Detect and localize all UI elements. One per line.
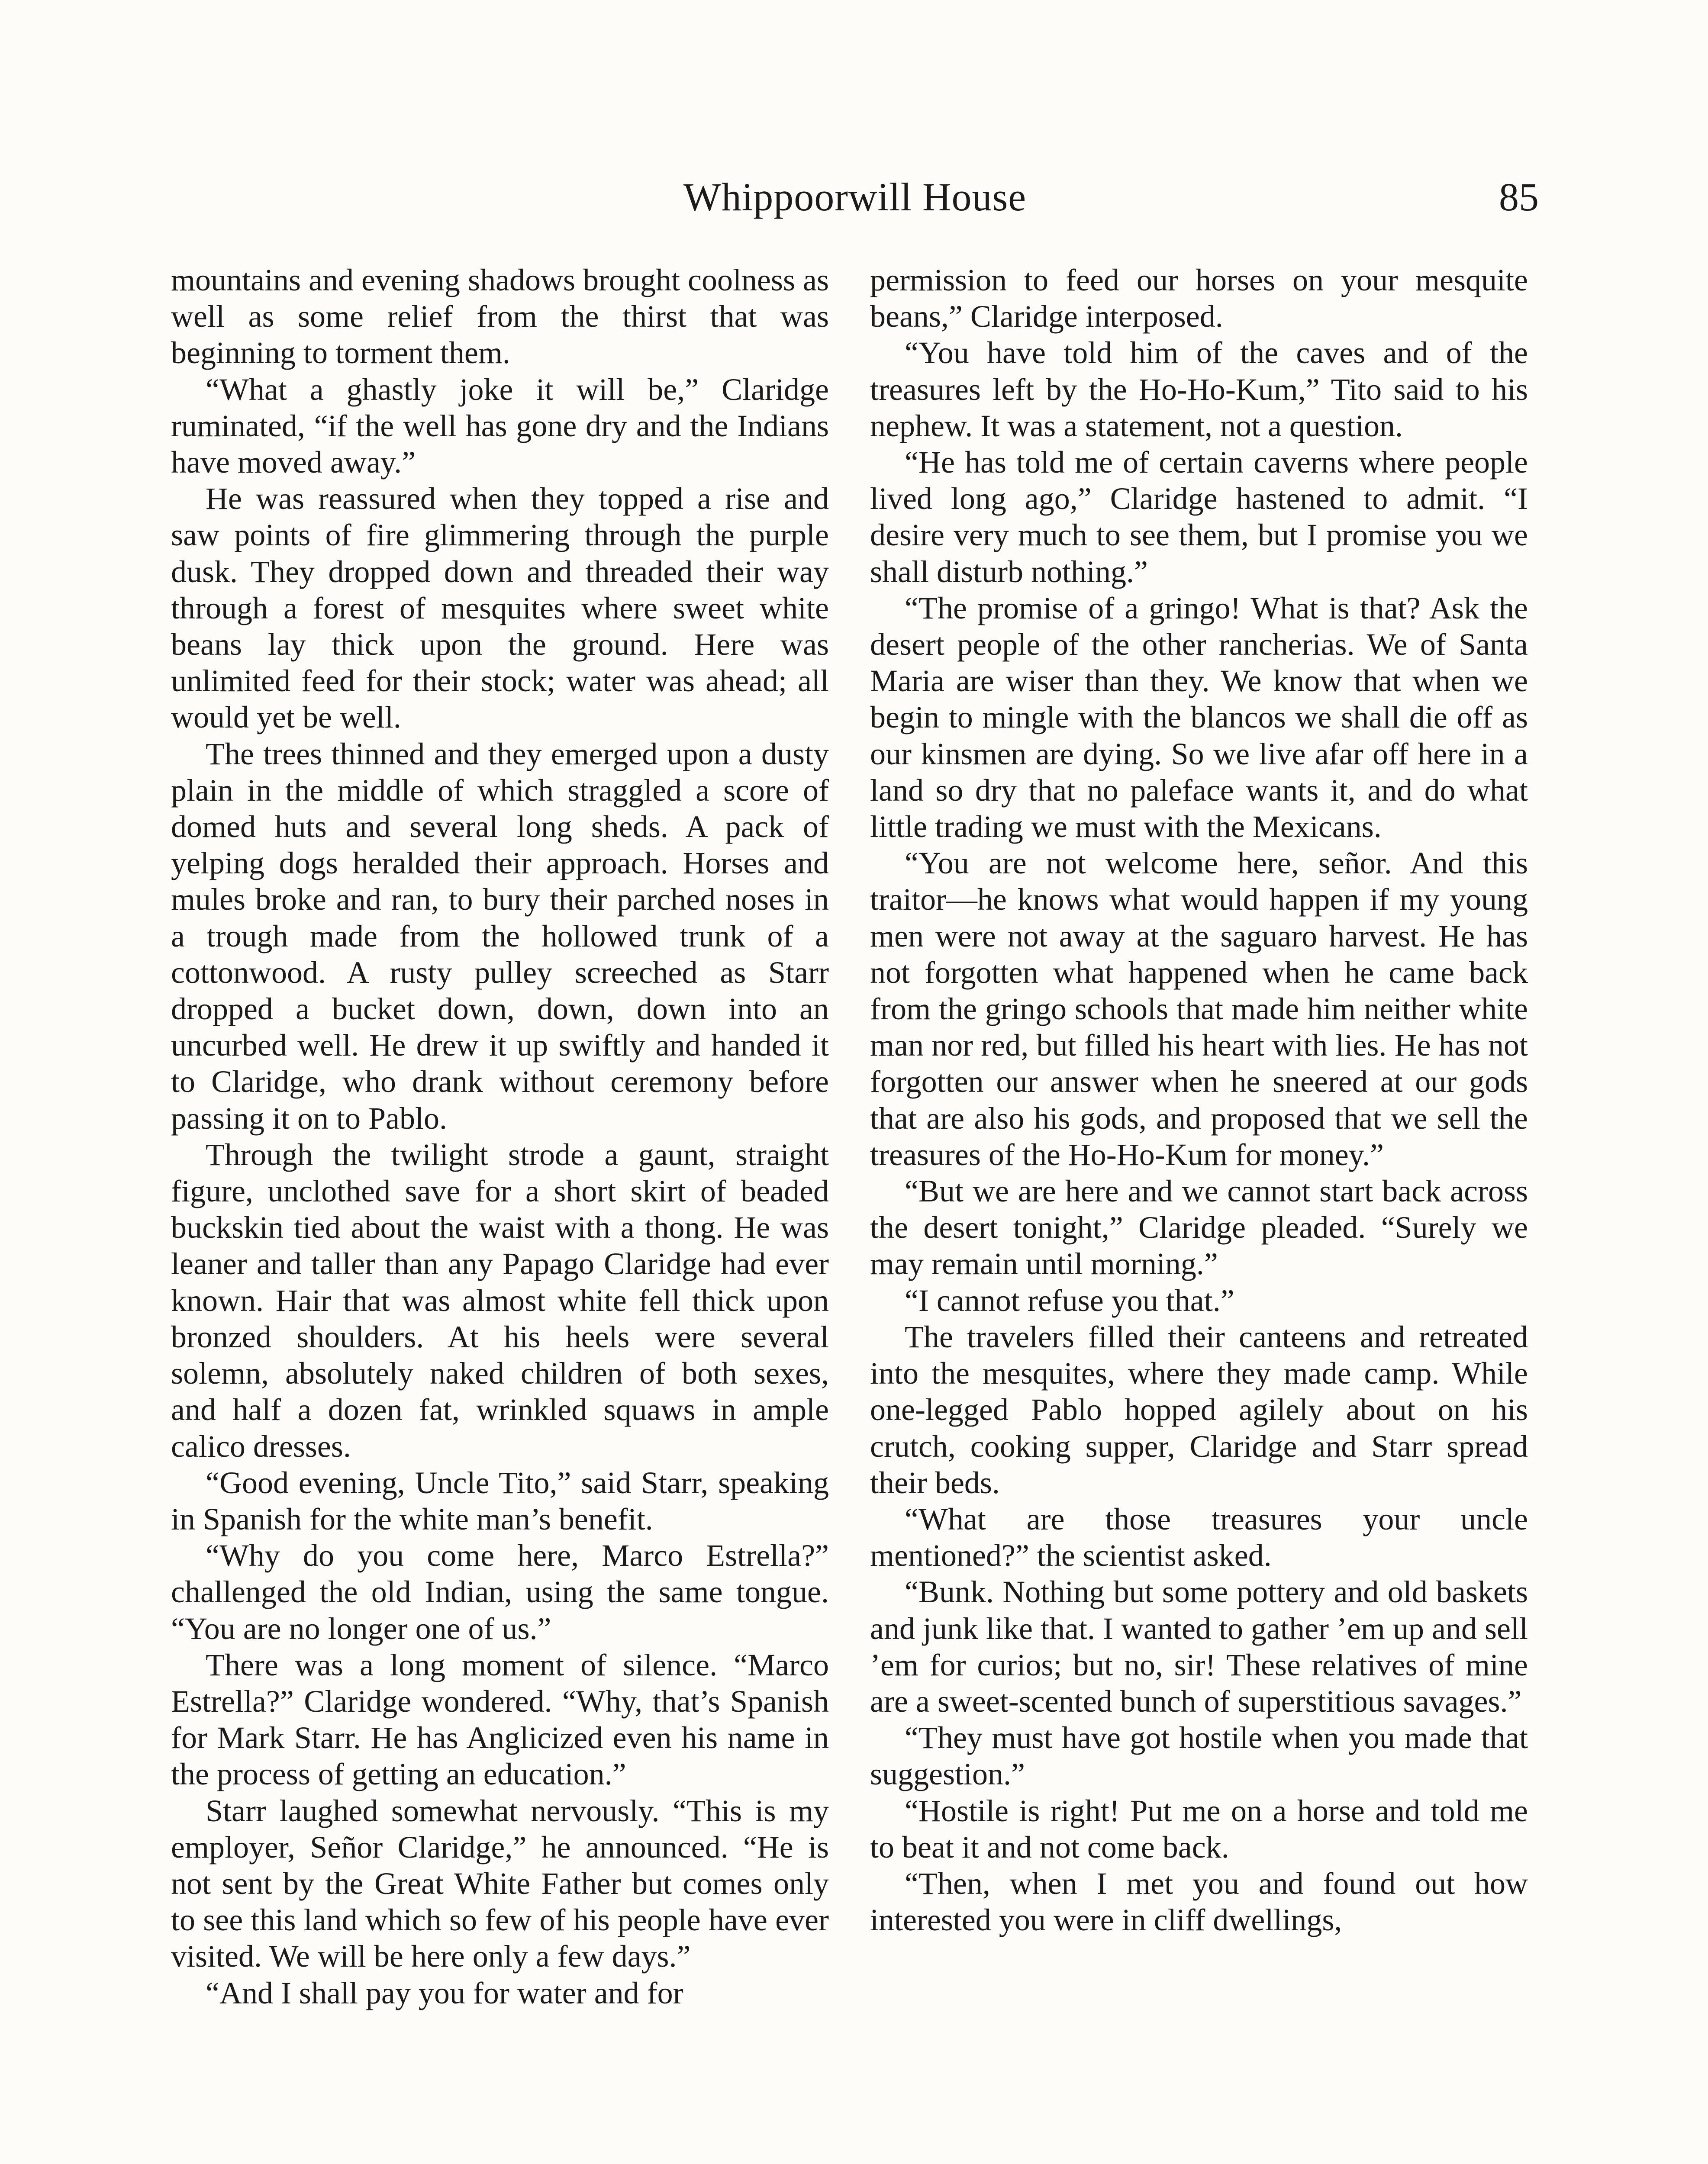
paragraph: “Hostile is right! Put me on a horse and told me to beat it and not come back.	[870, 1793, 1528, 1865]
paragraph: “What a ghastly joke it will be,” Claridge ruminated, “if the well has gone dry and the Indians have moved away.”	[171, 372, 829, 480]
paragraph: “You are not welcome here, señor. And this traitor—he knows what would happen if my young men were not away at the saguaro harvest. He has not forgotten what happened when he came back from the gringo schools that made him neither white man nor red, but filled his heart with lies. He has not forgotten our answer when he sneered at our gods that are also his gods, and proposed that we sell the treasures of the Ho-Ho-Kum for money.”	[870, 846, 1528, 1172]
paragraph: He was reassured when they topped a rise and saw points of fire glimmering through the purple dusk. They dropped down and threaded their way through a forest of mesquites where sweet white beans lay thick upon the ground. Here was unlimited feed for their stock; water was ahead; all would yet be well.	[171, 481, 829, 735]
paragraph: “The promise of a gringo! What is that? Ask the desert people of the other rancherias. We of Santa Maria are wiser than they. We know that when we begin to mingle with the blancos we shall die off as our kinsmen are dying. So we live afar off here in a land so dry that no paleface wants it, and do what little trading we must with the Mexicans.	[870, 590, 1528, 844]
paragraph: mountains and evening shadows brought coolness as well as some relief from the thirst that was beginning to torment them.	[171, 263, 829, 370]
paragraph: There was a long moment of silence. “Marco Estrella?” Claridge wondered. “Why, that’s Spanish for Mark Starr. He has Anglicized even his name in the process of getting an education.”	[171, 1647, 829, 1792]
right-text-column	[870, 262, 1528, 1938]
left-text-column	[171, 262, 829, 2011]
paragraph: permission to feed our horses on your mesquite beans,” Claridge interposed.	[870, 263, 1528, 334]
paragraph: “What are those treasures your uncle mentioned?” the scientist asked.	[870, 1501, 1528, 1573]
paragraph: Through the twilight strode a gaunt, straight figure, unclothed save for a short skirt of beaded buckskin tied about the waist with a thong. He was leaner and taller than any Papago Claridge had ever known. Hair that was almost white fell thick upon bronzed shoulders. At his heels were several solemn, absolutely naked children of both sexes, and half a dozen fat, wrinkled squaws in ample calico dresses.	[171, 1137, 829, 1464]
paragraph: “Bunk. Nothing but some pottery and old baskets and junk like that. I wanted to gather ’em up and sell ’em for curios; but no, sir! These relatives of mine are a sweet-scented bunch of superstitious savages.”	[870, 1575, 1528, 1719]
paragraph: “And I shall pay you for water and for	[206, 1975, 683, 2010]
paragraph: The travelers filled their canteens and retreated into the mesquites, where they made camp. While one-legged Pablo hopped agilely about on his crutch, cooking supper, Claridge and Starr spread their beds.	[870, 1319, 1528, 1500]
paragraph: “But we are here and we cannot start back across the desert tonight,” Claridge pleaded. “Surely we may remain until morning.”	[870, 1174, 1528, 1282]
paragraph: “Then, when I met you and found out how interested you were in cliff dwellings,	[870, 1866, 1528, 1938]
paragraph: The trees thinned and they emerged upon a dusty plain in the middle of which straggled a score of domed huts and several long sheds. A pack of yelping dogs heralded their approach. Horses and mules broke and ran, to bury their parched noses in a trough made from the hollowed trunk of a cottonwood. A rusty pulley screeched as Starr dropped a bucket down, down, down into an uncurbed well. He drew it up swiftly and handed it to Claridge, who drank without ceremony before passing it on to Pablo.	[171, 736, 829, 1136]
paragraph: “Good evening, Uncle Tito,” said Starr, speaking in Spanish for the white man’s benefit.	[171, 1465, 829, 1536]
paragraph: “They must have got hostile when you made that suggestion.”	[870, 1720, 1528, 1792]
paragraph: “You have told him of the caves and of the treasures left by the Ho-Ho-Kum,” Tito said to his nephew. It was a statement, not a question.	[870, 335, 1528, 443]
paragraph: Starr laughed somewhat nervously. “This is my employer, Señor Claridge,” he announced. “He is not sent by the Great White Father but comes only to see this land which so few of his people have ever visited. We will be here only a few days.”	[171, 1793, 829, 1974]
running-title: Whippoorwill House	[683, 175, 1027, 219]
running-header	[171, 171, 1539, 236]
paragraph: “I cannot refuse you that.”	[905, 1283, 1234, 1318]
paragraph: “Why do you come here, Marco Estrella?” challenged the old Indian, using the same tongue. “You are no longer one of us.”	[171, 1538, 829, 1646]
paragraph: “He has told me of certain caverns where people lived long ago,” Claridge hastened to admit. “I desire very much to see them, but I promise you we shall disturb nothing.”	[870, 445, 1528, 589]
page-number: 85	[1499, 175, 1539, 219]
